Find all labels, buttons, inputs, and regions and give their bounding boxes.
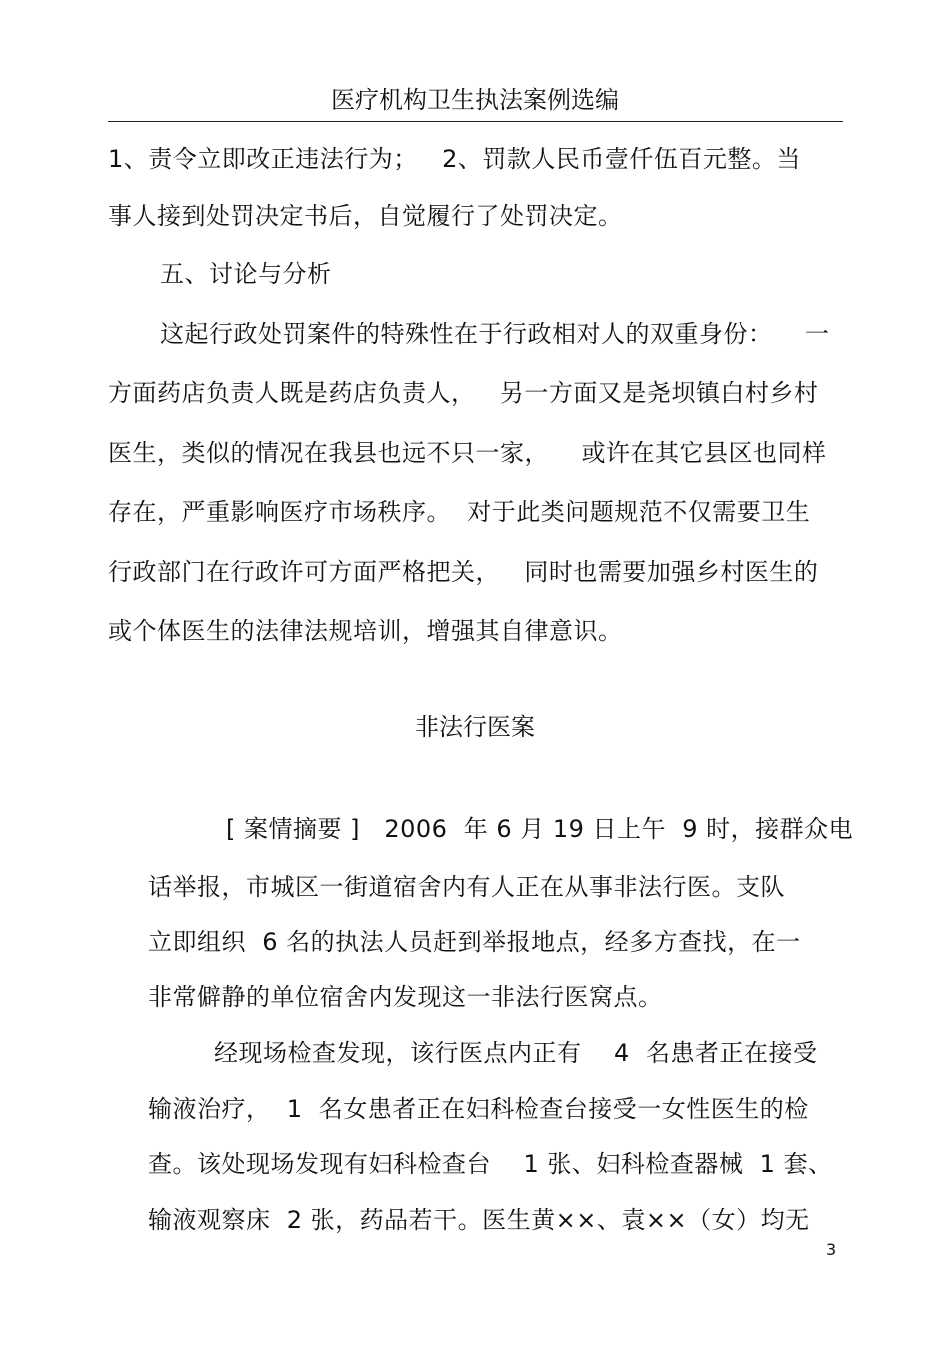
inspection-line: 查。该处现场发现有妇科检查台 1 张、妇科检查器械 1 套、	[148, 1150, 833, 1178]
paragraph-line: 1、责令立即改正违法行为； 2、罚款人民币壹仟伍百元整。当	[108, 145, 801, 173]
header-divider	[108, 121, 843, 122]
paragraph-line: 方面药店负责人既是药店负责人， 另一方面又是尧坝镇白村乡村	[108, 379, 819, 407]
inspection-line: 输液观察床 2 张，药品若干。医生黄××、袁××（女）均无	[148, 1206, 810, 1234]
case-title: 非法行医案	[415, 713, 535, 741]
paragraph-line: 这起行政处罚案件的特殊性在于行政相对人的双重身份： 一	[160, 320, 830, 348]
case-summary-line: 话举报，市城区一街道宿舍内有人正在从事非法行医。支队	[148, 873, 785, 901]
paragraph-line: 医生，类似的情况在我县也远不只一家， 或许在其它县区也同样	[108, 439, 827, 467]
inspection-line: 输液治疗， 1 名女患者正在妇科检查台接受一女性医生的检	[148, 1095, 809, 1123]
page-number: 3	[826, 1240, 837, 1259]
paragraph-line: 存在，严重影响医疗市场秩序。 对于此类问题规范不仅需要卫生	[108, 498, 811, 526]
case-summary-line: [ 案情摘要 ] 2006 年 6 月 19 日上午 9 时，接群众电	[226, 815, 854, 843]
section-heading-discussion: 五、讨论与分析	[160, 260, 332, 288]
running-header-title: 医疗机构卫生执法案例选编	[331, 86, 619, 114]
case-summary-line: 立即组织 6 名的执法人员赶到举报地点，经多方查找，在一	[148, 928, 801, 956]
paragraph-line: 事人接到处罚决定书后，自觉履行了处罚决定。	[108, 202, 623, 230]
case-summary-line: 非常僻静的单位宿舍内发现这一非法行医窝点。	[148, 983, 663, 1011]
paragraph-line: 行政部门在行政许可方面严格把关， 同时也需要加强乡村医生的	[108, 558, 819, 586]
paragraph-line: 或个体医生的法律法规培训，增强其自律意识。	[108, 617, 623, 645]
inspection-line: 经现场检查发现，该行医点内正有 4 名患者正在接受	[214, 1039, 818, 1067]
